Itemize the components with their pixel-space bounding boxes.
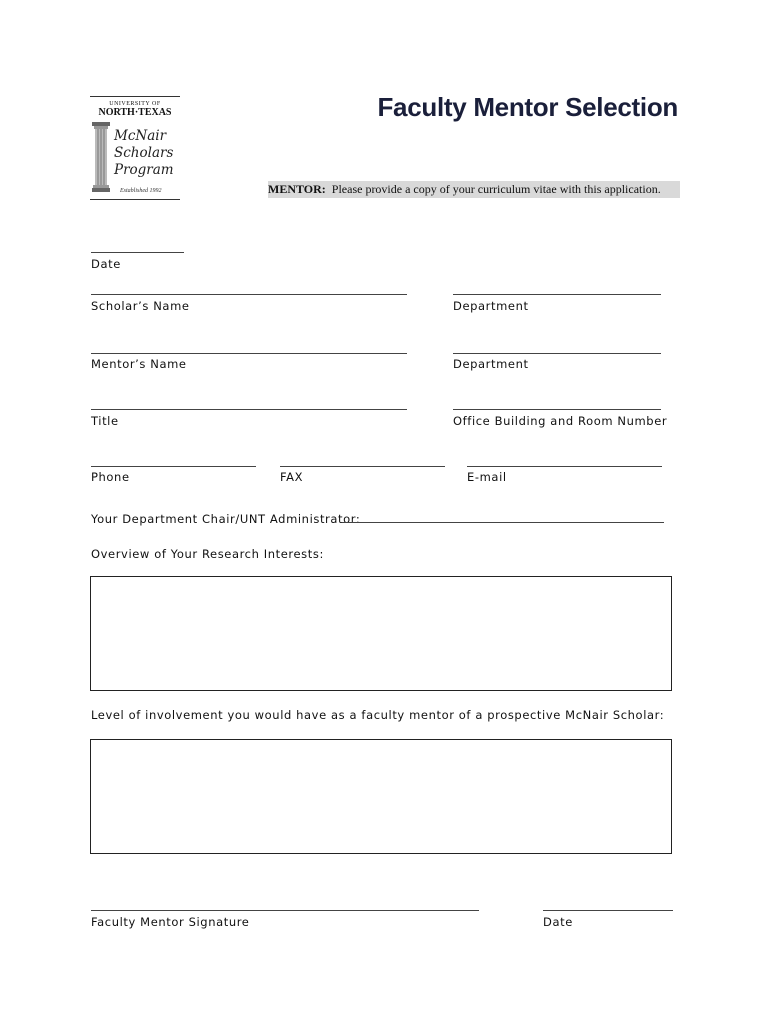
title-label: Title (91, 414, 119, 428)
date-line[interactable] (91, 252, 184, 253)
title-line[interactable] (91, 409, 407, 410)
mentor-department-line[interactable] (453, 353, 661, 354)
research-label: Overview of Your Research Interests: (91, 547, 324, 561)
date-label: Date (91, 257, 121, 271)
involvement-label: Level of involvement you would have as a faculty mentor of a prospective McNair Scholar: (91, 708, 665, 722)
signature-date-line[interactable] (543, 910, 673, 911)
page-title: Faculty Mentor Selection (377, 92, 678, 122)
column-icon (92, 122, 110, 192)
involvement-textbox[interactable] (90, 739, 672, 854)
phone-line[interactable] (91, 466, 256, 467)
scholar-department-line[interactable] (453, 294, 661, 295)
scholar-department-label: Department (453, 299, 529, 313)
logo-bottom-rule (90, 199, 180, 200)
phone-label: Phone (91, 470, 130, 484)
logo-scholars: Scholars (114, 145, 174, 161)
chair-label: Your Department Chair/UNT Administrator: (91, 512, 361, 526)
scholar-name-label: Scholar’s Name (91, 299, 190, 313)
logo-mcnair: McNair (114, 128, 167, 144)
signature-label: Faculty Mentor Signature (91, 915, 250, 929)
logo-university-of: UNIVERSITY OF (109, 101, 161, 107)
logo-established: Established 1992 (120, 188, 162, 194)
mentor-name-label: Mentor’s Name (91, 357, 187, 371)
mentor-note-label: MENTOR: (268, 182, 326, 196)
office-line[interactable] (453, 409, 661, 410)
chair-line[interactable] (342, 522, 664, 523)
mentor-department-label: Department (453, 357, 529, 371)
scholar-name-line[interactable] (91, 294, 407, 295)
mentor-note (268, 181, 680, 198)
email-label: E-mail (467, 470, 507, 484)
fax-label: FAX (280, 470, 304, 484)
email-line[interactable] (467, 466, 662, 467)
logo-north-texas: NORTH·TEXAS (98, 107, 172, 118)
research-textbox[interactable] (90, 576, 672, 691)
logo-top-rule (90, 96, 180, 97)
signature-line[interactable] (91, 910, 479, 911)
fax-line[interactable] (280, 466, 445, 467)
mcnair-logo (90, 96, 182, 202)
mentor-name-line[interactable] (91, 353, 407, 354)
office-label: Office Building and Room Number (453, 414, 668, 428)
mentor-note-text: Please provide a copy of your curriculum vitae with this application. (325, 182, 661, 196)
logo-program-name (114, 128, 180, 179)
logo-program: Program (114, 162, 174, 178)
signature-date-label: Date (543, 915, 573, 929)
